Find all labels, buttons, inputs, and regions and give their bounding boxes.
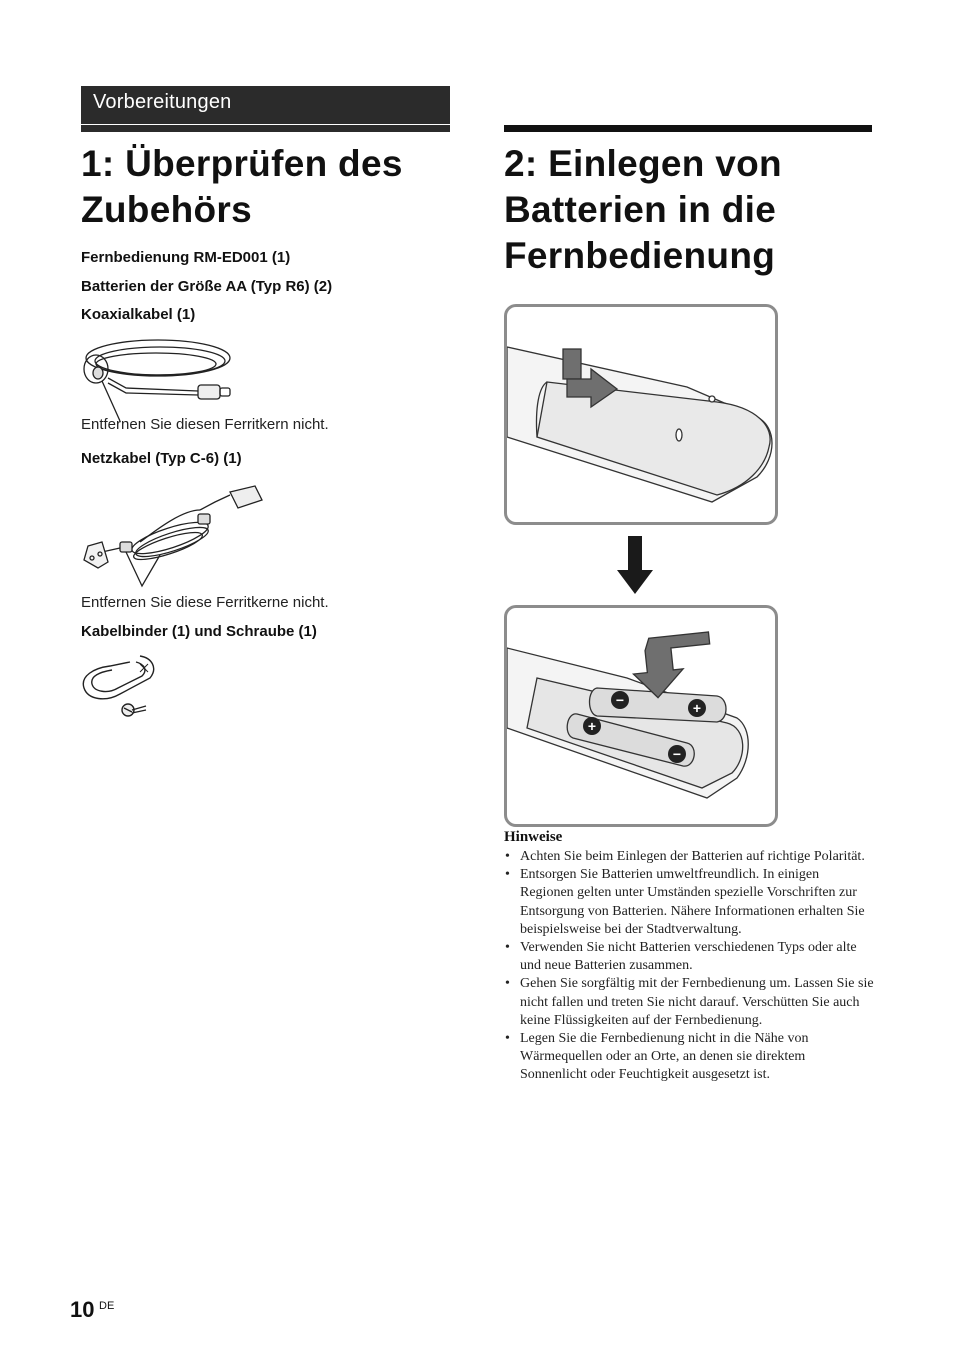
section-header-rule [81,125,450,132]
item-remote-control: Fernbedienung RM-ED001 (1) [81,249,291,266]
item-batteries: Batterien der Größe AA (Typ R6) (2) [81,278,333,295]
insert-batteries-illustration [507,608,775,824]
battery-plus-symbol: + [587,718,597,734]
cable-tie-illustration [80,650,160,730]
coax-cable-illustration [80,333,240,423]
step-insert-batteries-panel [504,605,778,827]
heading-insert-batteries: 2: Einlegen von Batterien in die Fernbedienung [504,143,782,276]
power-cord-illustration [80,480,270,590]
note-item: • Entsorgen Sie Batterien umweltfreundlich. In einigen Regionen gelten unter Umständen spezielle Vorschriften zur Entsorgung von Batterien. Nähere Informationen erhalten Sie beispielsweise bei der Stadtverwaltung. [504,866,874,939]
notes-list [504,848,874,1085]
heading-check-accessories: 1: Überprüfen des Zubehörs [81,143,403,230]
item-coax-cable: Koaxialkabel (1) [81,306,196,323]
open-cover-illustration [507,307,775,522]
page-language: DE [99,1300,115,1312]
battery-minus-symbol: − [615,692,625,708]
right-heading-rule [504,125,872,132]
note-ferrite-core: Entfernen Sie diesen Ferritkern nicht. [81,416,329,433]
step-open-battery-cover-panel [504,304,778,525]
page-number: 10 [70,1297,95,1322]
down-arrow-icon [617,536,653,594]
item-cable-tie-screw: Kabelbinder (1) und Schraube (1) [81,623,317,640]
item-power-cord: Netzkabel (Typ C-6) (1) [81,450,242,467]
note-ferrite-cores: Entfernen Sie diese Ferritkerne nicht. [81,594,329,611]
section-label: Vorbereitungen [93,91,232,113]
note-item: • Gehen Sie sorgfältig mit der Fernbedienung um. Lassen Sie sie nicht fallen und treten Sie nicht darauf. Verschütten Sie auch keine Flüssigkeiten auf der Fernbedienung. [504,975,874,1030]
note-item: • Achten Sie beim Einlegen der Batterien auf richtige Polarität. [504,848,874,866]
notes-title: Hinweise [504,829,563,845]
note-item: • Legen Sie die Fernbedienung nicht in die Nähe von Wärmequellen oder an Orte, an denen sie direktem Sonnenlicht oder Feuchtigkeit ausgesetzt ist. [504,1030,874,1085]
battery-minus-symbol: − [672,746,682,762]
note-item: • Verwenden Sie nicht Batterien verschiedenen Typs oder alte und neue Batterien zusammen. [504,939,874,975]
battery-plus-symbol: + [692,700,702,716]
